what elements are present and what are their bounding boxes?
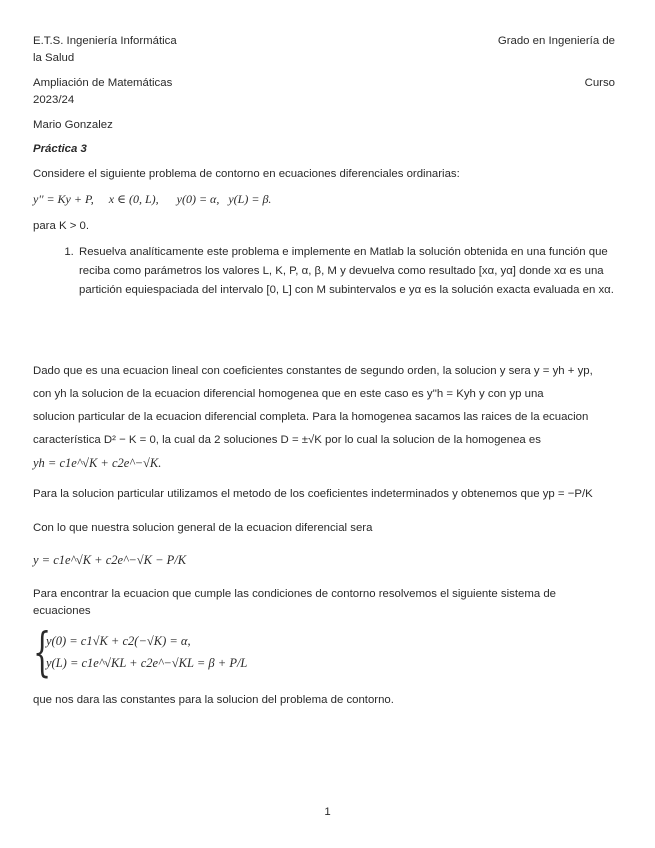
particular-solution-paragraph: Para la solucion particular utilizamos el metodo de los coeficientes indeterminados y obtenemos que yp = −P/K (33, 488, 593, 500)
header-line-1 (33, 33, 615, 67)
general-solution-intro: Con lo que nuestra solucion general de la ecuacion diferencial sera (33, 522, 373, 534)
header-line-2 (33, 75, 615, 109)
general-solution-equation: y = c1e^√K + c2e^−√K − P/K (33, 553, 187, 567)
solution-line-1: Dado que es una ecuacion lineal con coeficientes constantes de segundo orden, la solucion y sera y = yh + yp, (33, 365, 593, 377)
boundary-paragraph: Para encontrar la ecuacion que cumple las condiciones de contorno resolvemos el siguiente sistema de ecuaciones (33, 588, 557, 617)
problem-equation: y'' = Ky + P, x ∈ (0, L), y(0) = α, y(L) = β. (33, 192, 272, 206)
solution-line-2: con yh la solucion de la ecuacion diferencial homogenea que en este caso es y''h = Kyh y con yp una (33, 388, 544, 400)
task-list (33, 243, 623, 300)
homogeneous-solution: yh = c1e^√K + c2e^−√K. (33, 456, 162, 470)
course-label: Curso (584, 77, 615, 89)
page-number: 1 (324, 806, 331, 818)
system-equation-1: y(0) = c1√K + c2(−√K) = α, (46, 634, 191, 648)
problem-intro: Considere el siguiente problema de contorno en ecuaciones diferenciales ordinarias: (33, 168, 460, 180)
subject-name: Ampliación de Matemáticas (33, 77, 173, 89)
closing-paragraph: que nos dara las constantes para la solucion del problema de contorno. (33, 694, 394, 706)
problem-condition: para K > 0. (33, 220, 90, 232)
author-name: Mario Gonzalez (33, 119, 113, 131)
system-equation-2: y(L) = c1e^√KL + c2e^−√KL = β + P/L (46, 656, 248, 670)
task-item: 1. Resuelva analíticamente este problema e implemente en Matlab la solución obtenida en una función que reciba como parámetros los valores L, K, P, α, β, M y devuelva como resultado [xα, yα] donde xα es una partición equiespaciada del intervalo [0, L] con M subintervalos e yα es la solución exacta evaluada en xα. (77, 243, 623, 300)
school-name: E.T.S. Ingeniería Informática (33, 35, 177, 47)
degree-continuation: la Salud (33, 52, 75, 64)
system-brace: { (33, 623, 52, 683)
degree-name: Grado en Ingeniería de (497, 35, 615, 47)
solution-paragraph-1 (33, 360, 623, 475)
academic-year: 2023/24 (33, 94, 75, 106)
solution-line-4: característica D² − K = 0, la cual da 2 soluciones D = ±√K por lo cual la solucion de la homogenea es (33, 434, 541, 446)
solution-line-3: solucion particular de la ecuacion diferencial completa. Para la homogenea sacamos las raices de la ecuacion (33, 411, 589, 423)
practice-title: Práctica 3 (33, 143, 87, 155)
